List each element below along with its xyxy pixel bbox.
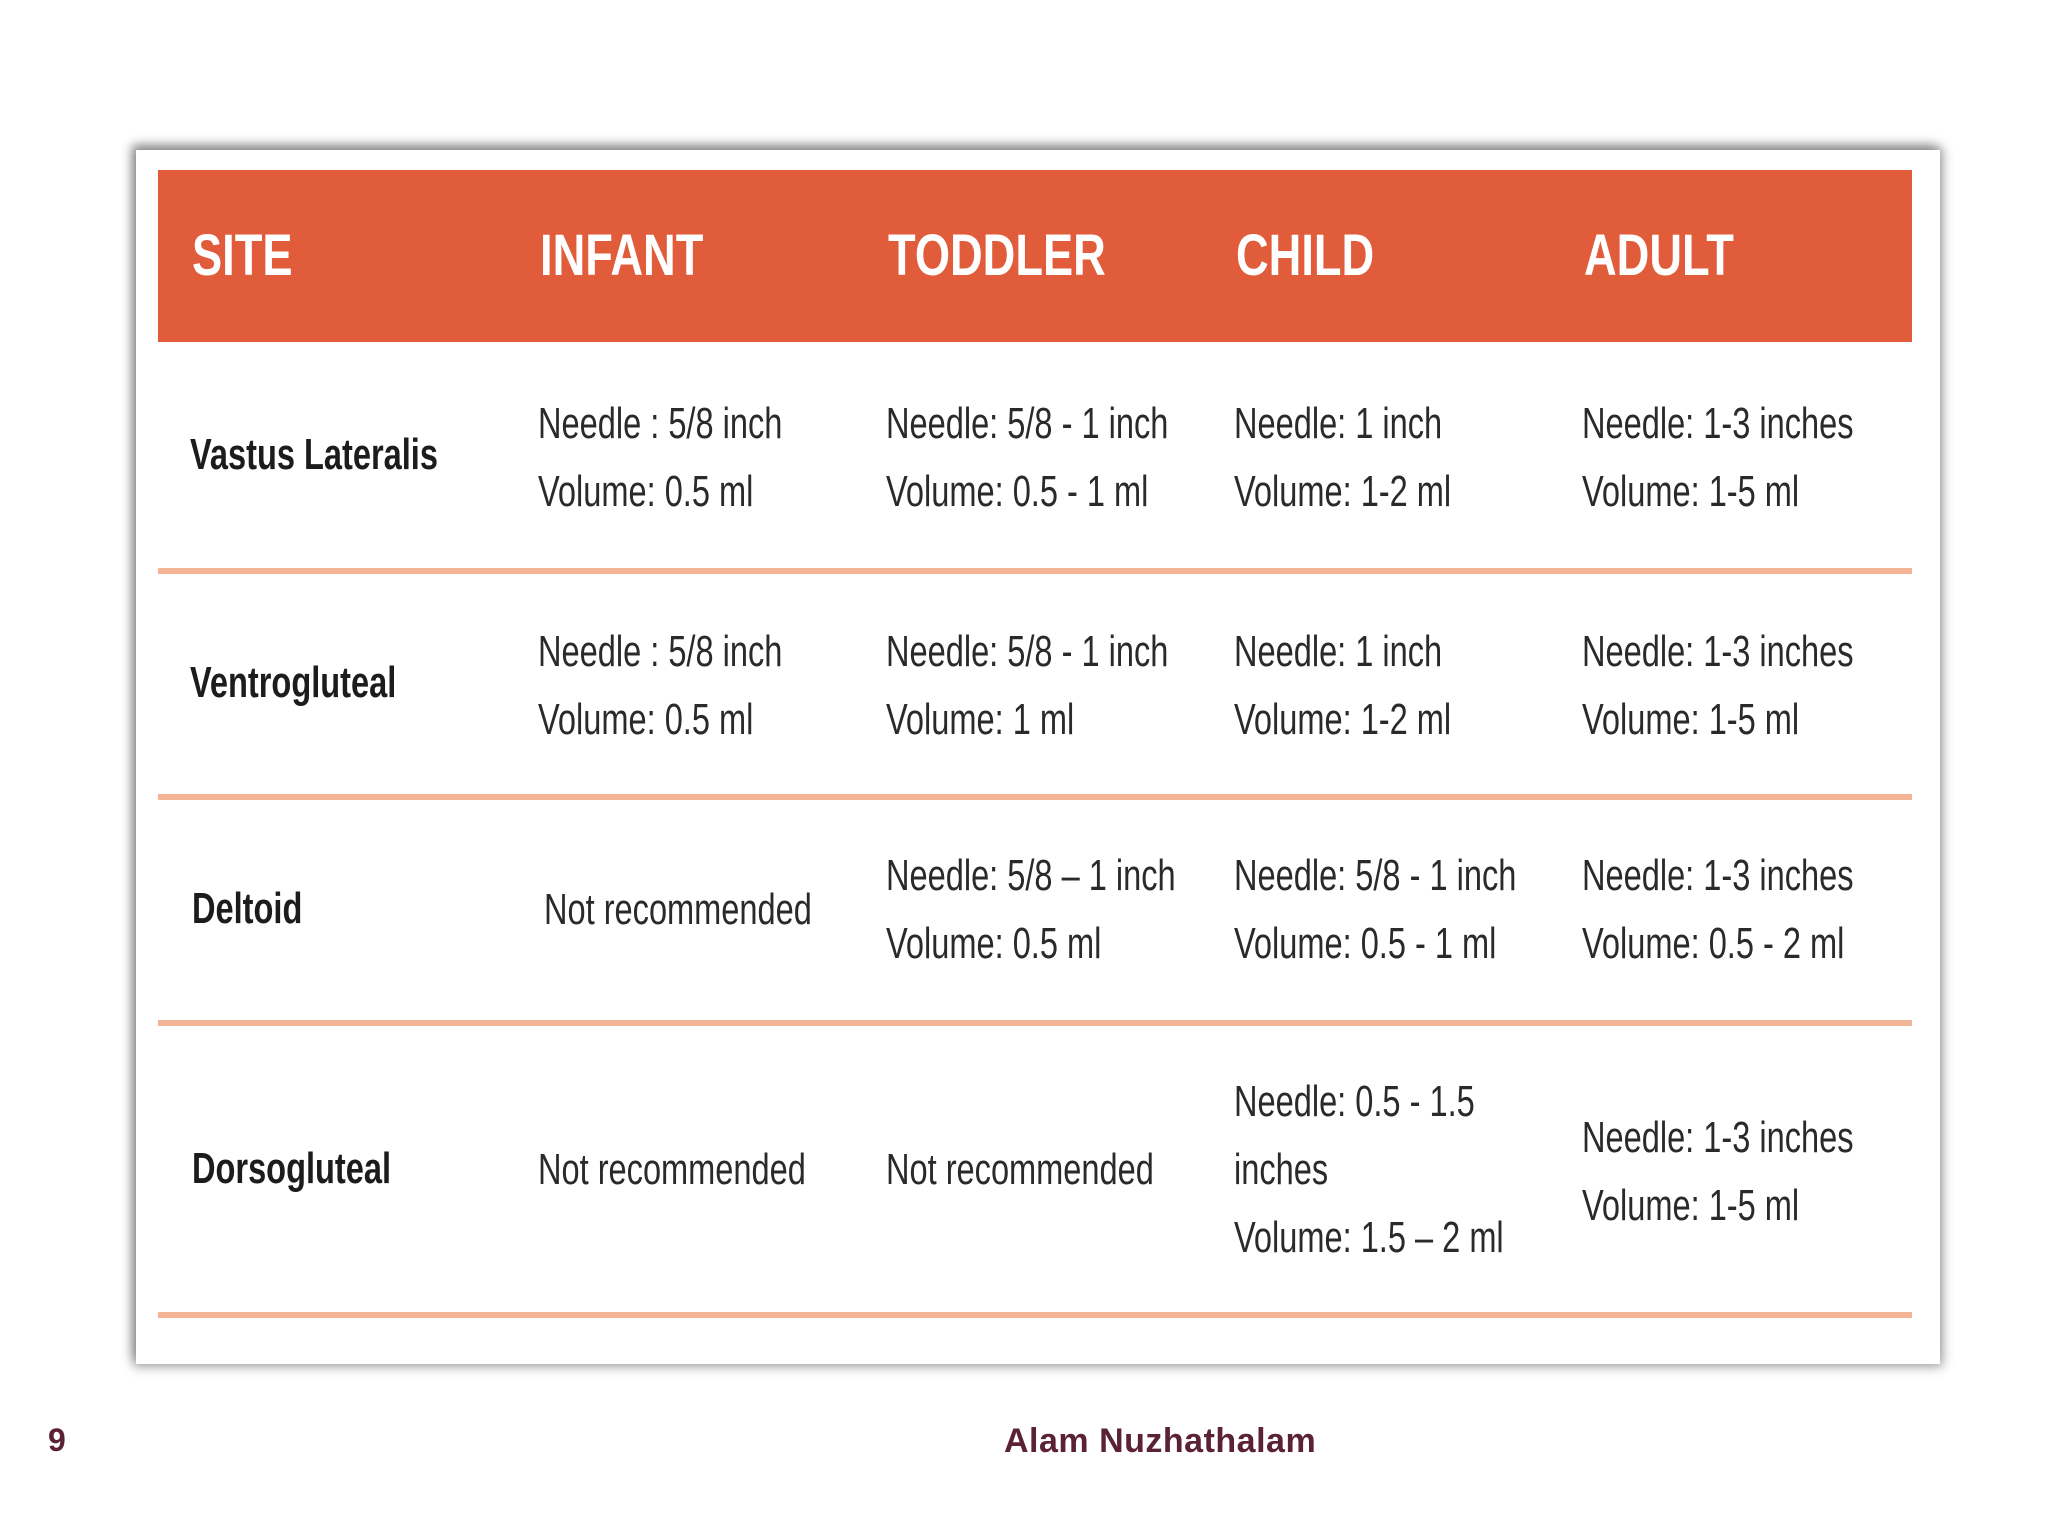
header-site: SITE — [192, 223, 293, 288]
table-row-ventrogluteal — [158, 574, 1912, 800]
cell-line: Volume: 0.5 ml — [886, 919, 1102, 968]
cell-line: Needle: 1 inch — [1234, 399, 1443, 448]
cell-line: Needle: 1 inch — [1234, 627, 1443, 676]
cell-line: Needle: 5/8 - 1 inch — [886, 627, 1169, 676]
cell-line: Volume: 0.5 ml — [538, 467, 754, 516]
injection-sites-table — [136, 150, 1940, 1364]
cell-line: Volume: 1-5 ml — [1582, 695, 1800, 744]
cell-line: Not recommended — [886, 1145, 1154, 1194]
cell-line: Needle: 0.5 - 1.5 — [1234, 1077, 1475, 1126]
cell-infant — [538, 618, 782, 754]
cell-child — [1234, 842, 1516, 978]
cell-child — [1234, 1068, 1504, 1272]
cell-line: Volume: 0.5 - 1 ml — [886, 467, 1149, 516]
site-label: Dorsogluteal — [192, 1144, 392, 1193]
cell-adult — [1582, 390, 1853, 526]
cell-toddler — [886, 1136, 1154, 1204]
cell-line: Not recommended — [544, 885, 812, 934]
cell-line: Needle: 5/8 - 1 inch — [886, 399, 1169, 448]
cell-line: Volume: 1.5 – 2 ml — [1234, 1213, 1504, 1262]
cell-infant — [538, 390, 782, 526]
table-row-vastus-lateralis — [158, 342, 1912, 574]
cell-line: Volume: 1-2 ml — [1234, 467, 1452, 516]
table-row-deltoid — [158, 800, 1912, 1026]
cell-line: inches — [1234, 1145, 1329, 1194]
cell-line: Volume: 1-2 ml — [1234, 695, 1452, 744]
header-child: CHILD — [1236, 223, 1375, 288]
cell-infant — [544, 876, 812, 944]
table-header-row — [158, 170, 1912, 342]
header-infant: INFANT — [540, 223, 704, 288]
cell-line: Volume: 0.5 - 2 ml — [1582, 919, 1845, 968]
cell-line: Needle: 5/8 – 1 inch — [886, 851, 1176, 900]
cell-adult — [1582, 842, 1853, 978]
header-adult: ADULT — [1584, 223, 1734, 288]
cell-line: Volume: 1-5 ml — [1582, 467, 1800, 516]
cell-adult — [1582, 1104, 1853, 1240]
cell-child — [1234, 618, 1451, 754]
site-label: Vastus Lateralis — [190, 430, 438, 479]
table-row-dorsogluteal — [158, 1026, 1912, 1318]
cell-infant — [538, 1136, 806, 1204]
cell-child — [1234, 390, 1451, 526]
cell-line: Volume: 1-5 ml — [1582, 1181, 1800, 1230]
cell-line: Not recommended — [538, 1145, 806, 1194]
header-toddler: TODDLER — [888, 223, 1106, 288]
cell-line: Needle: 1-3 inches — [1582, 627, 1854, 676]
cell-line: Volume: 0.5 ml — [538, 695, 754, 744]
footer-author: Alam Nuzhathalam — [1004, 1422, 1317, 1460]
cell-line: Needle: 5/8 - 1 inch — [1234, 851, 1517, 900]
cell-toddler — [886, 390, 1168, 526]
slide-number: 9 — [48, 1422, 66, 1458]
cell-toddler — [886, 618, 1168, 754]
row-divider — [158, 1312, 1912, 1318]
cell-line: Needle: 1-3 inches — [1582, 399, 1854, 448]
cell-toddler — [886, 842, 1176, 978]
cell-line: Needle: 1-3 inches — [1582, 851, 1854, 900]
site-label: Deltoid — [192, 884, 303, 933]
cell-line: Needle : 5/8 inch — [538, 399, 783, 448]
site-label: Ventrogluteal — [190, 658, 397, 707]
cell-adult — [1582, 618, 1853, 754]
cell-line: Needle: 1-3 inches — [1582, 1113, 1854, 1162]
cell-line: Volume: 0.5 - 1 ml — [1234, 919, 1497, 968]
cell-line: Volume: 1 ml — [886, 695, 1075, 744]
cell-line: Needle : 5/8 inch — [538, 627, 783, 676]
